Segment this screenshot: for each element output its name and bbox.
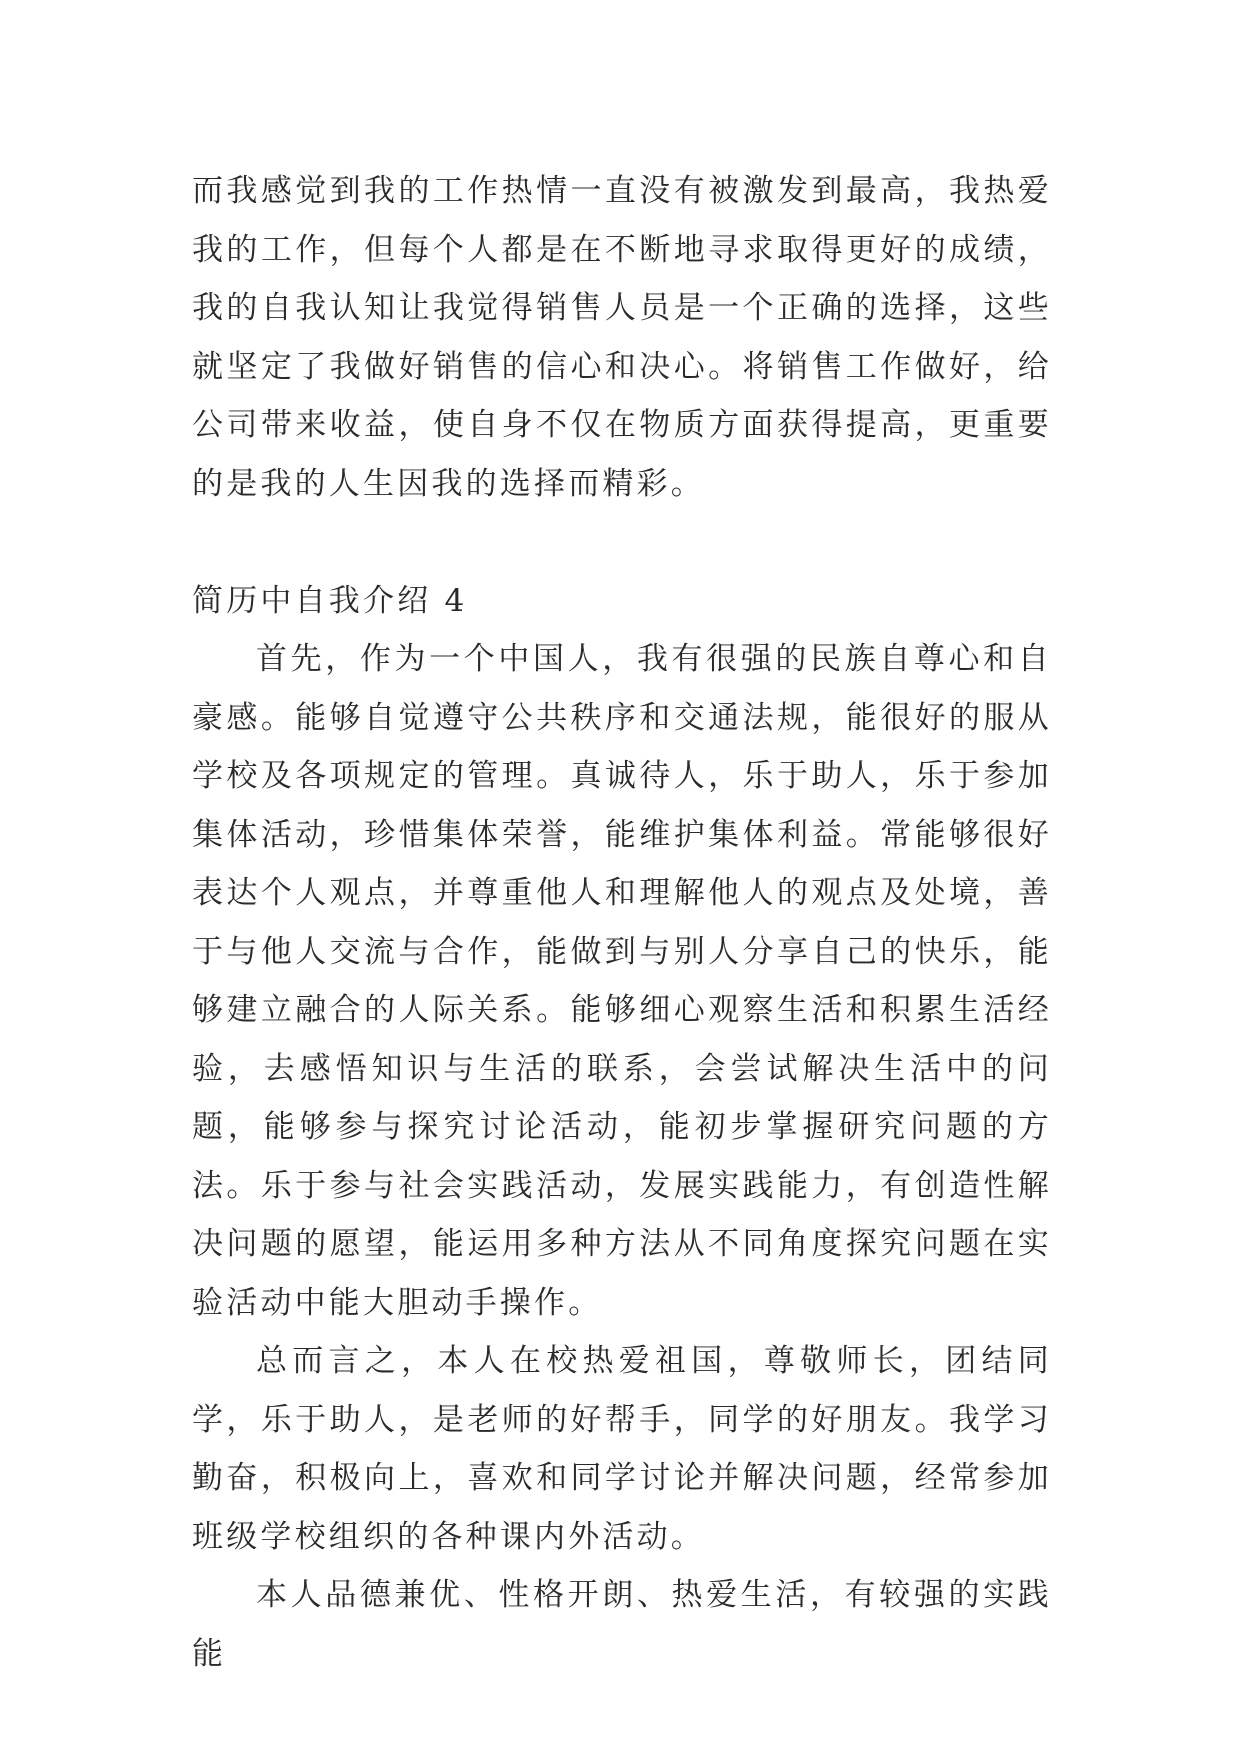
section-spacer (192, 513, 1052, 572)
paragraph-3: 本人品德兼优、性格开朗、热爱生活，有较强的实践能 (192, 1577, 1052, 1672)
paragraph-continuation: 而我感觉到我的工作热情一直没有被激发到最高，我热爱我的工作，但每个人都是在不断地寻求取得更好的成绩，我的自我认知让我觉得销售人员是一个正确的选择，这些就坚定了我做好销售的信心和决心。将销售工作做好，给公司带来收益，使自身不仅在物质方面获得提高，更重要的是我的人生因我的选择而精彩。 (192, 173, 1052, 502)
paragraph-1: 首先，作为一个中国人，我有很强的民族自尊心和自豪感。能够自觉遵守公共秩序和交通法规，能很好的服从学校及各项规定的管理。真诚待人，乐于助人，乐于参加集体活动，珍惜集体荣誉，能维护集体利益。常能够很好表达个人观点，并尊重他人和理解他人的观点及处境，善于与他人交流与合作，能做到与别人分享自己的快乐，能够建立融合的人际关系。能够细心观察生活和积累生活经验，去感悟知识与生活的联系，会尝试解决生活中的问题，能够参与探究讨论活动，能初步掌握研究问题的方法。乐于参与社会实践活动，发展实践能力，有创造性解决问题的愿望，能运用多种方法从不同角度探究问题在实验活动中能大胆动手操作。 (192, 641, 1052, 1321)
paragraph-2: 总而言之，本人在校热爱祖国，尊敬师长，团结同学，乐于助人，是老师的好帮手，同学的好朋友。我学习勤奋，积极向上，喜欢和同学讨论并解决问题，经常参加班级学校组织的各种课内外活动。 (192, 1343, 1052, 1555)
document-body (192, 162, 1052, 1683)
section-heading: 简历中自我介绍 4 (192, 582, 468, 619)
